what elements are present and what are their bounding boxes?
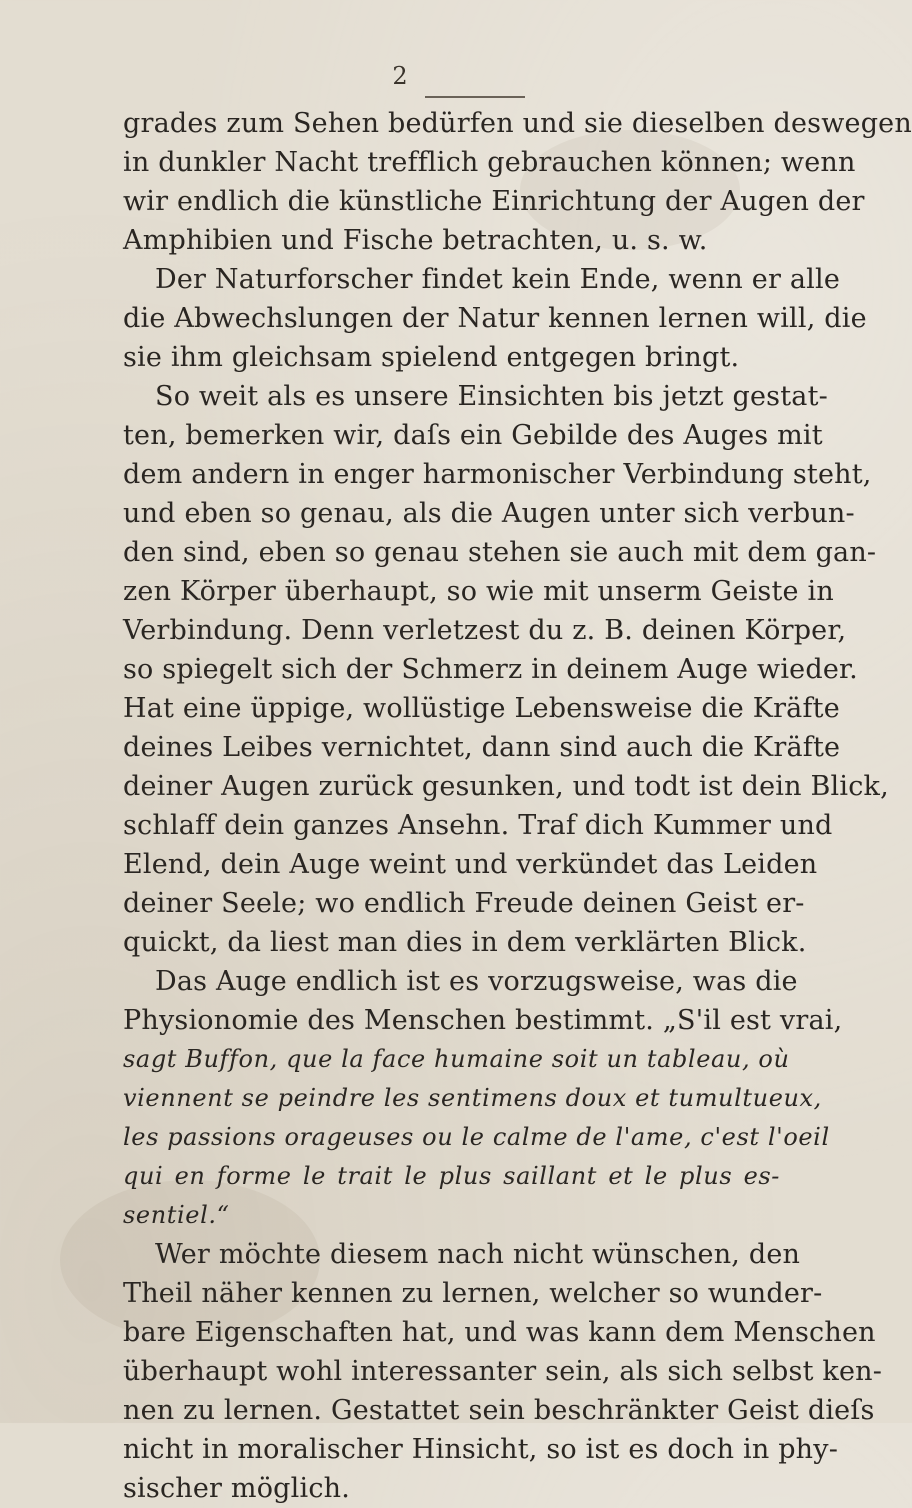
text-line: qui en forme le trait le plus saillant et le plus es- (123, 1162, 780, 1190)
text-line: Wer möchte diesem nach nicht wünschen, den (155, 1239, 801, 1270)
text-line: les passions orageuses ou le calme de l'ame, c'est l'oeil (123, 1123, 830, 1151)
text-line: nicht in moralischer Hinsicht, so ist es doch in phy- (123, 1434, 839, 1465)
text-line: bare Eigenschaften hat, und was kann dem Menschen (123, 1317, 876, 1348)
text-line: Theil näher kennen zu lernen, welcher so wunder- (123, 1278, 823, 1309)
text-line: grades zum Sehen bedürfen und sie dieselben deswegen (123, 108, 912, 139)
text-line: deines Leibes vernichtet, dann sind auch die Kräfte (123, 732, 841, 763)
text-line: Elend, dein Auge weint und verkündet das Leiden (123, 849, 818, 880)
text-line: sischer möglich. (123, 1473, 351, 1504)
text-line: den sind, eben so genau stehen sie auch mit dem gan- (123, 537, 877, 568)
text-line: überhaupt wohl interessanter sein, als sich selbst ken- (123, 1356, 883, 1387)
text-line: Physionomie des Menschen bestimmt. „S'il est vrai, (123, 1005, 843, 1036)
text-line: So weit als es unsere Einsichten bis jetzt gestat- (155, 381, 828, 412)
text-line: deiner Seele; wo endlich Freude deinen Geist er- (123, 888, 805, 919)
text-line: Hat eine üppige, wollüstige Lebensweise die Kräfte (123, 693, 840, 724)
text-line: und eben so genau, als die Augen unter sich verbun- (123, 498, 855, 529)
text-line: deiner Augen zurück gesunken, und todt ist dein Blick, (123, 771, 889, 802)
body-text (123, 104, 912, 1508)
text-line: Amphibien und Fische betrachten, u. s. w. (123, 225, 708, 256)
text-line: Verbindung. Denn verletzest du z. B. deinen Körper, (123, 615, 847, 646)
header-rule (425, 96, 525, 98)
text-line: wir endlich die künstliche Einrichtung der Augen der (123, 186, 865, 217)
page-number: 2 (392, 62, 408, 90)
text-line: dem andern in enger harmonischer Verbindung steht, (123, 459, 872, 490)
text-line: nen zu lernen. Gestattet sein beschränkter Geist dieſs (123, 1395, 875, 1426)
text-line: sie ihm gleichsam spielend entgegen bringt. (123, 342, 740, 373)
text-line: ten, bemerken wir, daſs ein Gebilde des Auges mit (123, 420, 823, 451)
text-line: die Abwechslungen der Natur kennen lernen will, die (123, 303, 867, 334)
text-line: Das Auge endlich ist es vorzugsweise, was die (155, 966, 798, 997)
text-line: so spiegelt sich der Schmerz in deinem Auge wieder. (123, 654, 858, 685)
text-line: zen Körper überhaupt, so wie mit unserm Geiste in (123, 576, 834, 607)
text-line: sagt Buffon, que la face humaine soit un tableau, où (123, 1045, 790, 1073)
text-line: Der Naturforscher findet kein Ende, wenn er alle (155, 264, 841, 295)
text-line: sentiel.“ (123, 1201, 230, 1229)
text-line: quickt, da liest man dies in dem verklärten Blick. (123, 927, 807, 958)
text-line: viennent se peindre les sentimens doux et tumultueux, (123, 1084, 822, 1112)
text-line: in dunkler Nacht trefflich gebrauchen können; wenn (123, 147, 856, 178)
text-line: schlaff dein ganzes Ansehn. Traf dich Kummer und (123, 810, 833, 841)
